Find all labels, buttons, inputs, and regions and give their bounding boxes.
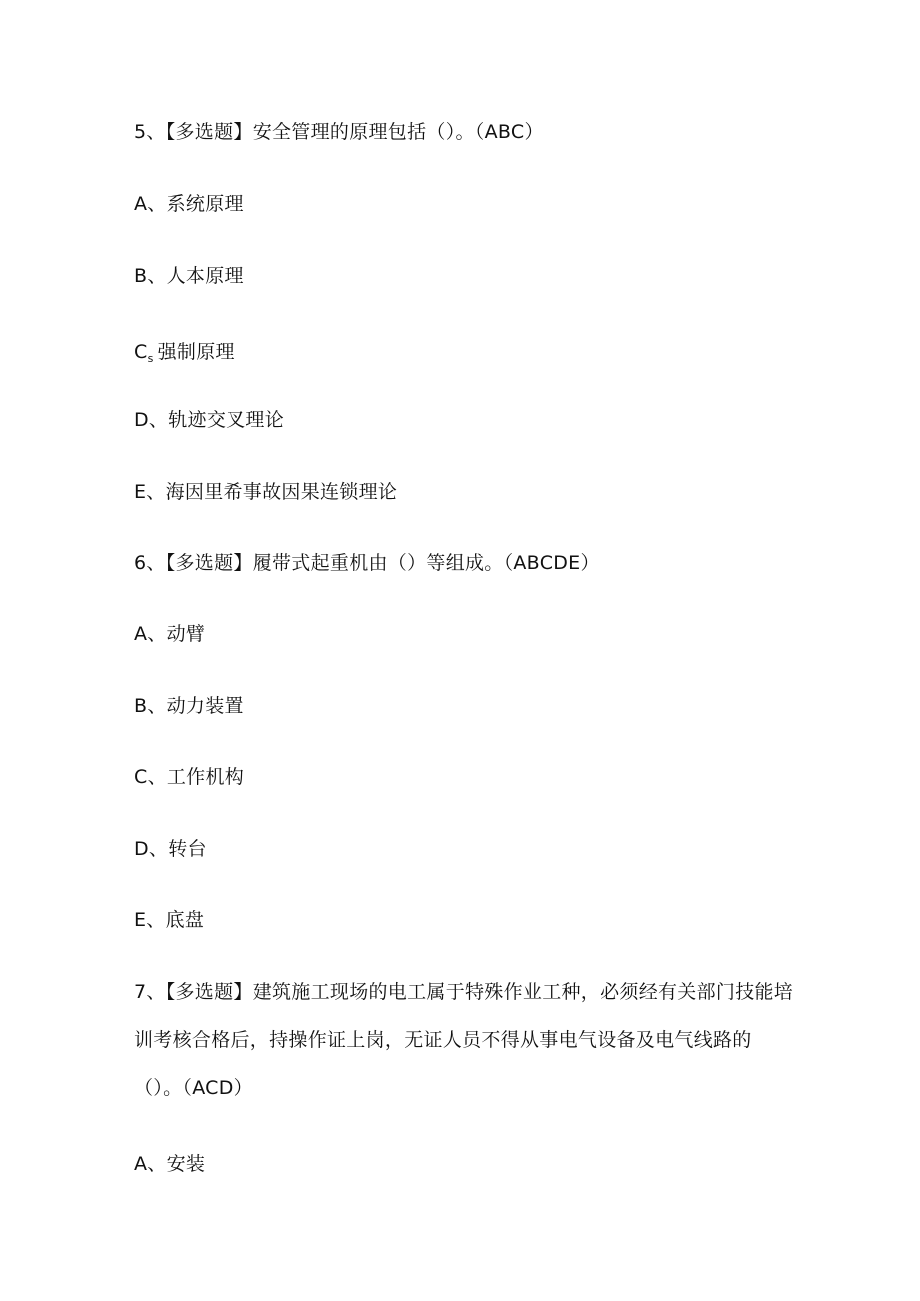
- question-5-option-e: E、海因里希事故因果连锁理论: [134, 481, 398, 503]
- question-7-stem: 7、【多选题】建筑施工现场的电工属于特殊作业工种，必须经有关部门技能培训考核合格后，持操作证上岗，无证人员不得从事电气设备及电气线路的（）。（ACD）: [134, 981, 794, 1099]
- question-6-stem: 6、【多选题】履带式起重机由（）等组成。（ABCDE）: [134, 552, 600, 574]
- question-7-option-a: A、安装: [134, 1153, 206, 1175]
- question-6-option-b: B、动力装置: [134, 695, 244, 717]
- question-6-option-d: D、转台: [134, 838, 207, 860]
- question-6-option-a: A、动臂: [134, 623, 206, 645]
- question-6-option-c: C、工作机构: [134, 766, 245, 788]
- question-5-option-a: A、系统原理: [134, 193, 244, 215]
- option-c-text: 强制原理: [157, 341, 235, 363]
- option-c-letter: C: [134, 341, 148, 363]
- question-5-option-d: D、轨迹交叉理论: [134, 409, 285, 431]
- question-5-option-c: [134, 340, 235, 371]
- option-c-subscript: s: [147, 352, 154, 365]
- question-5-option-b: B、人本原理: [134, 265, 244, 287]
- question-6-option-e: E、底盘: [134, 909, 205, 931]
- question-5-stem: 5、【多选题】安全管理的原理包括（）。（ABC）: [134, 121, 544, 143]
